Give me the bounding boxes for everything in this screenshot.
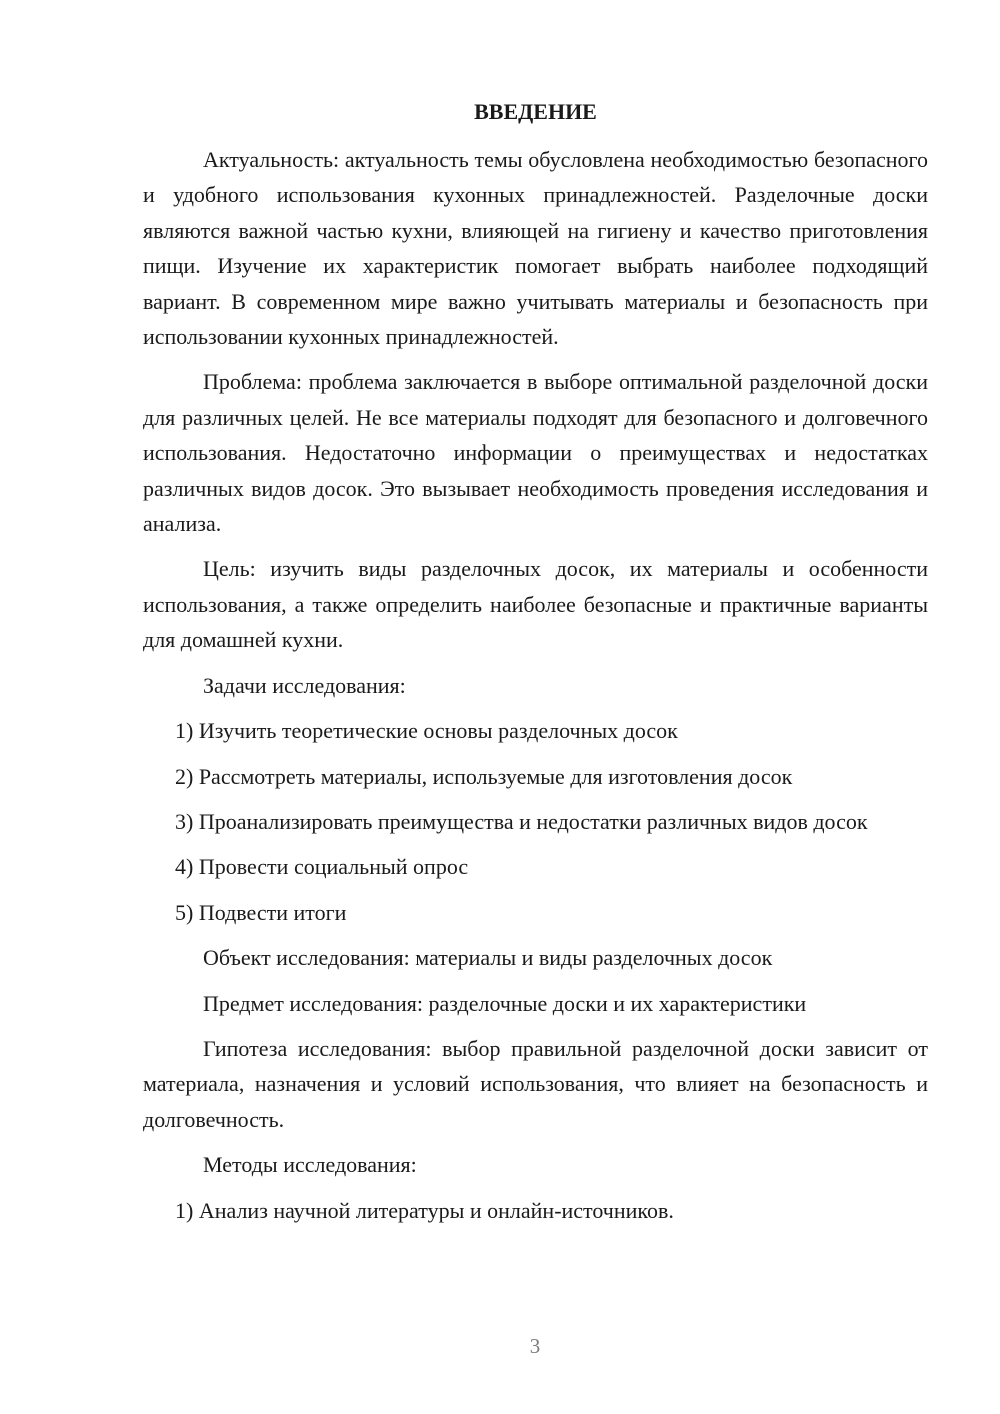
relevance-paragraph: Актуальность: актуальность темы обусловлена необходимостью безопасного и удобного использования кухонных принадлежностей. Разделочные доски являются важной частью кухни, влияющей на гигиену и качество приготовления пищи. Изучение их характеристик помогает выбрать наиболее подходящий вариант. В современном мире важно учитывать материалы и безопасность при использовании кухонных принадлежностей. (143, 147, 928, 350)
task-item: 5) Подвести итоги (175, 899, 347, 925)
problem-paragraph: Проблема: проблема заключается в выборе оптимальной разделочной доски для различных целей. Не все материалы подходят для безопасного и долговечного использования. Недостаточно информации о преимуществах и недостатках различных видов досок. Это вызывает необходимость проведения исследования и анализа. (143, 369, 928, 537)
tasks-heading: Задачи исследования: (203, 672, 406, 698)
methods-heading: Методы исследования: (203, 1152, 417, 1178)
object-paragraph: Объект исследования: материалы и виды разделочных досок (203, 945, 773, 971)
subject-paragraph: Предмет исследования: разделочные доски и их характеристики (203, 990, 807, 1016)
task-item: 4) Провести социальный опрос (175, 854, 469, 880)
task-item: 1) Изучить теоретические основы разделочных досок (175, 718, 678, 744)
page-number: 3 (529, 1334, 541, 1358)
document-body (143, 142, 928, 1228)
section-title: ВВЕДЕНИЕ (474, 99, 597, 124)
task-item: 2) Рассмотреть материалы, используемые для изготовления досок (175, 763, 793, 789)
method-item: 1) Анализ научной литературы и онлайн-источников. (175, 1197, 674, 1223)
hypothesis-paragraph: Гипотеза исследования: выбор правильной разделочной доски зависит от материала, назначения и условий использования, что влияет на безопасность и долговечность. (143, 1035, 928, 1132)
goal-paragraph: Цель: изучить виды разделочных досок, их материалы и особенности использования, а также определить наиболее безопасные и практичные варианты для домашней кухни. (143, 556, 928, 653)
task-item: 3) Проанализировать преимущества и недостатки различных видов досок (175, 808, 868, 834)
